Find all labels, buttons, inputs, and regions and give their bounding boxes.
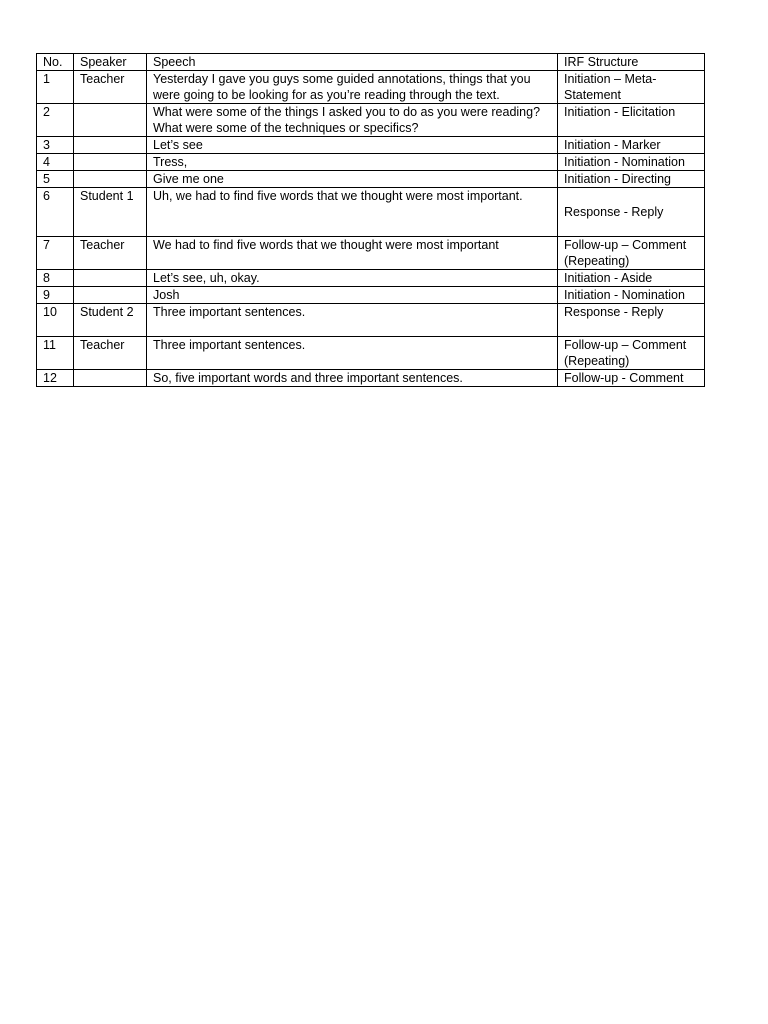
cell-irf: Response - Reply xyxy=(558,304,705,337)
cell-irf-text: Response - Reply xyxy=(564,205,664,219)
cell-no: 3 xyxy=(37,137,74,154)
cell-irf xyxy=(558,188,705,237)
cell-irf: Follow-up - Comment xyxy=(558,370,705,387)
cell-speech: Three important sentences. xyxy=(147,304,558,337)
cell-irf: Initiation - Nomination xyxy=(558,287,705,304)
cell-no: 8 xyxy=(37,270,74,287)
table-row xyxy=(37,337,705,370)
cell-speaker: Teacher xyxy=(74,71,147,104)
cell-speaker: Student 1 xyxy=(74,188,147,237)
cell-speaker: Teacher xyxy=(74,237,147,270)
header-irf-structure: IRF Structure xyxy=(558,54,705,71)
header-no: No. xyxy=(37,54,74,71)
table-row xyxy=(37,370,705,387)
cell-speech: We had to find five words that we thought were most important xyxy=(147,237,558,270)
table-row xyxy=(37,304,705,337)
cell-irf: Initiation - Nomination xyxy=(558,154,705,171)
cell-irf: Initiation - Aside xyxy=(558,270,705,287)
cell-speech: Give me one xyxy=(147,171,558,188)
cell-speaker: Student 2 xyxy=(74,304,147,337)
cell-no: 1 xyxy=(37,71,74,104)
cell-irf: Initiation - Marker xyxy=(558,137,705,154)
cell-speech: What were some of the things I asked you to do as you were reading? What were some of the techniques or specifics? xyxy=(147,104,558,137)
cell-no: 5 xyxy=(37,171,74,188)
table-row xyxy=(37,171,705,188)
cell-speech: So, five important words and three important sentences. xyxy=(147,370,558,387)
cell-speaker xyxy=(74,287,147,304)
cell-no: 11 xyxy=(37,337,74,370)
table-row xyxy=(37,71,705,104)
cell-speaker xyxy=(74,171,147,188)
table-row xyxy=(37,270,705,287)
cell-no: 12 xyxy=(37,370,74,387)
header-speaker: Speaker xyxy=(74,54,147,71)
cell-speaker xyxy=(74,370,147,387)
cell-irf: Initiation - Elicitation xyxy=(558,104,705,137)
cell-irf: Initiation – Meta-Statement xyxy=(558,71,705,104)
cell-speech: Uh, we had to find five words that we thought were most important. xyxy=(147,188,558,237)
cell-no: 6 xyxy=(37,188,74,237)
cell-speaker: Teacher xyxy=(74,337,147,370)
cell-speaker xyxy=(74,154,147,171)
cell-speaker xyxy=(74,104,147,137)
header-speech: Speech xyxy=(147,54,558,71)
cell-no: 7 xyxy=(37,237,74,270)
table-row xyxy=(37,154,705,171)
cell-no: 9 xyxy=(37,287,74,304)
table-row xyxy=(37,137,705,154)
cell-speech: Josh xyxy=(147,287,558,304)
cell-speech: Let’s see xyxy=(147,137,558,154)
cell-no: 2 xyxy=(37,104,74,137)
cell-irf: Follow-up – Comment (Repeating) xyxy=(558,237,705,270)
cell-irf: Follow-up – Comment (Repeating) xyxy=(558,337,705,370)
cell-no: 4 xyxy=(37,154,74,171)
cell-speech: Three important sentences. xyxy=(147,337,558,370)
table-row xyxy=(37,237,705,270)
irf-transcript-table xyxy=(36,53,705,387)
cell-speech: Tress, xyxy=(147,154,558,171)
table-row xyxy=(37,287,705,304)
cell-irf: Initiation - Directing xyxy=(558,171,705,188)
table-row xyxy=(37,104,705,137)
cell-no: 10 xyxy=(37,304,74,337)
table-row xyxy=(37,188,705,237)
cell-speaker xyxy=(74,270,147,287)
cell-speech: Let’s see, uh, okay. xyxy=(147,270,558,287)
cell-speaker xyxy=(74,137,147,154)
cell-speech: Yesterday I gave you guys some guided annotations, things that you were going to be looking for as you’re reading through the text. xyxy=(147,71,558,104)
table-header-row xyxy=(37,54,705,71)
